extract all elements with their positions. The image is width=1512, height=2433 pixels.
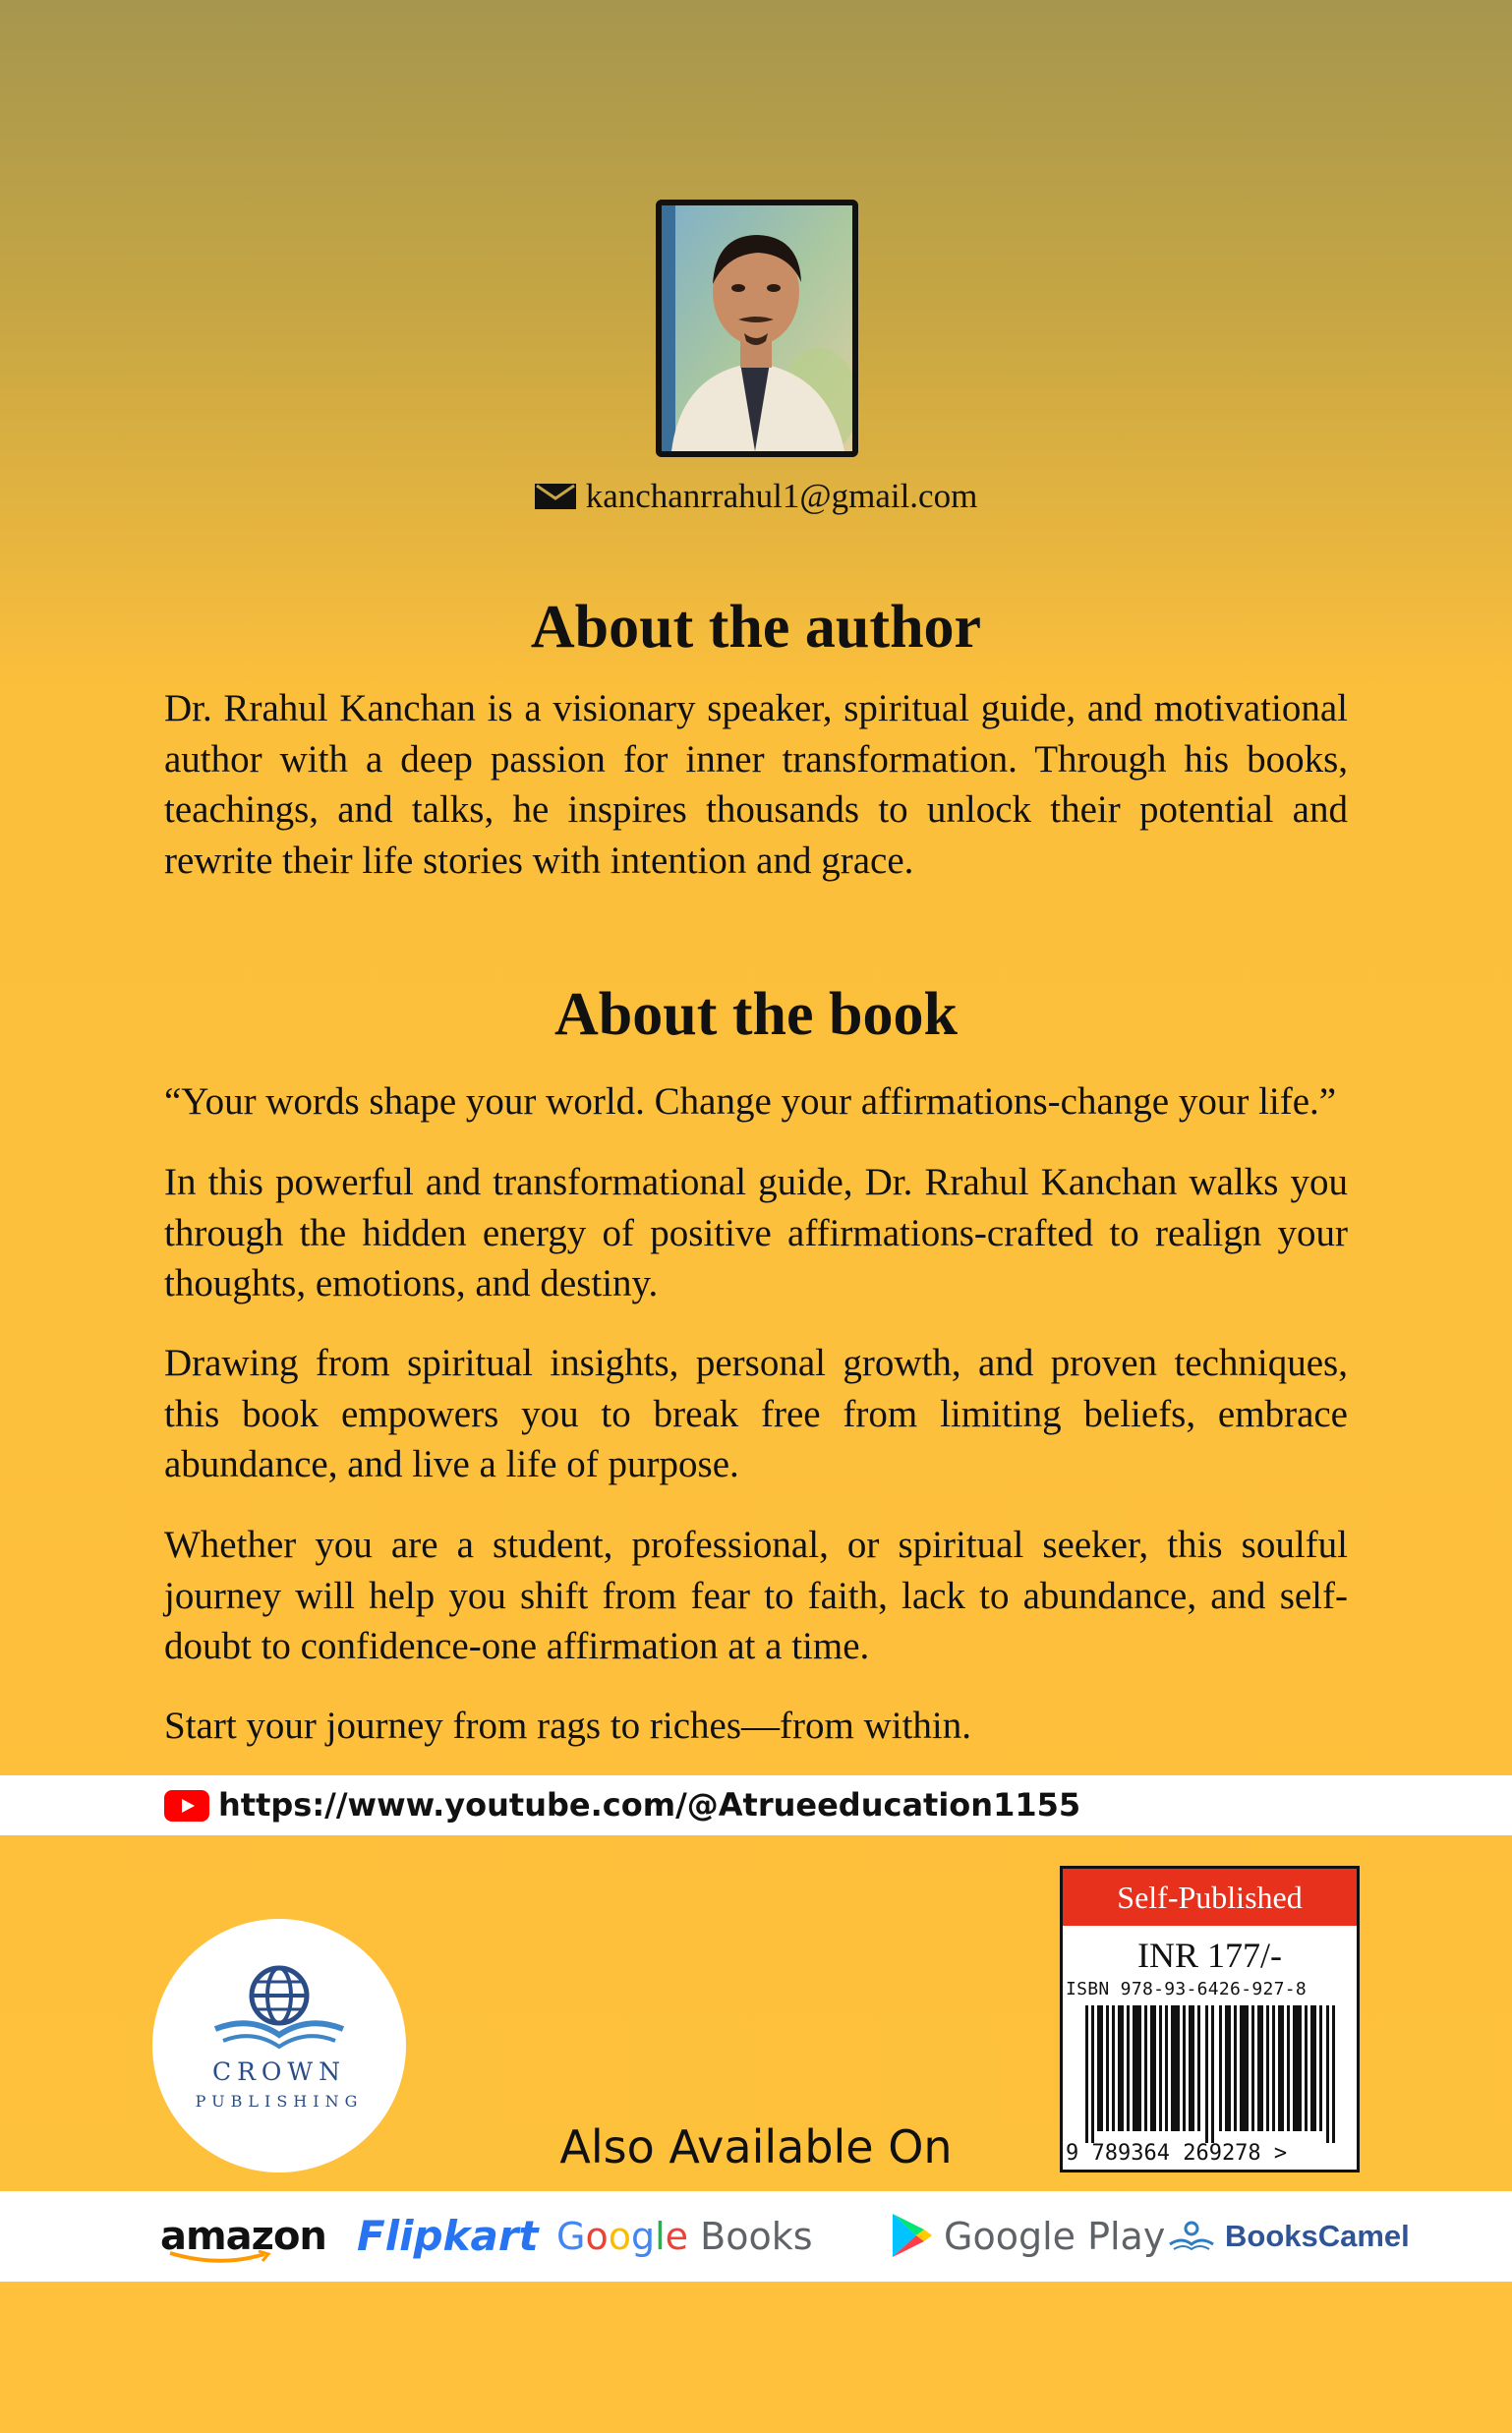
book-paragraph-2: Drawing from spiritual insights, personal growth, and proven techniques, this book empowers you to break free from limiting beliefs, embrace abundance, and live a life of purpose.: [164, 1342, 1348, 1485]
youtube-icon: [164, 1790, 209, 1822]
bookscamel-label: BooksCamel: [1225, 2219, 1410, 2253]
mail-icon: [535, 484, 576, 509]
book-paragraph-1: In this powerful and transformational guide, Dr. Rrahul Kanchan walks you through the hidden energy of positive affirmations-crafted to realign your thoughts, emotions, and destiny.: [164, 1161, 1348, 1304]
store-amazon[interactable]: [160, 2191, 326, 2282]
store-bookscamel[interactable]: [1166, 2191, 1410, 2282]
youtube-link[interactable]: https://www.youtube.com/@Atrueeducation1155: [218, 1786, 1081, 1824]
store-flipkart[interactable]: Flipkart: [357, 2212, 539, 2260]
google-logo: Google: [556, 2215, 689, 2258]
amazon-logo-text: amazon: [160, 2214, 326, 2259]
email-text: kanchanrrahul1@gmail.com: [585, 477, 978, 515]
about-author-heading: About the author: [530, 594, 982, 661]
barcode-digits: 9 789364 269278 >: [1066, 2141, 1288, 2166]
about-author-text: Dr. Rrahul Kanchan is a visionary speaker, spiritual guide, and motivational author with a deep passion for inner transformation. Through his books, teachings, and talks, he inspires thousands to unlock their potential and rewrite their life stories with intention and grace.: [164, 687, 1348, 882]
also-available-heading: Also Available On: [559, 2120, 953, 2173]
publisher-name: CROWN: [211, 2057, 347, 2086]
globe-book-icon: [205, 1958, 353, 2056]
author-email[interactable]: [0, 477, 1512, 516]
amazon-smile-icon: [166, 2250, 274, 2266]
google-books-label: Books: [700, 2215, 813, 2258]
book-paragraph-4: Start your journey from rags to riches—from within.: [164, 1705, 971, 1747]
author-photo: [656, 200, 858, 457]
self-published-label: Self-Published: [1063, 1869, 1357, 1926]
store-google-play[interactable]: [891, 2191, 1165, 2282]
about-book-heading: About the book: [554, 981, 958, 1048]
book-quote: “Your words shape your world. Change your affirmations-change your life.”: [164, 1080, 1337, 1123]
author-portrait-image: [662, 205, 852, 451]
price-label: INR 177/-: [1137, 1936, 1282, 1975]
publisher-subtitle: PUBLISHING: [195, 2092, 364, 2111]
isbn-label: ISBN 978-93-6426-927-8: [1066, 1979, 1308, 1999]
bookscamel-icon: [1166, 2219, 1217, 2252]
store-google-books[interactable]: [556, 2191, 813, 2282]
book-paragraph-3: Whether you are a student, professional, or spiritual seeker, this soulful journey will help you shift from fear to faith, lack to abundance, and self-doubt to confidence-one affirmation at a time.: [164, 1524, 1348, 1667]
google-play-label: Google Play: [944, 2215, 1166, 2258]
google-play-icon: [891, 2212, 934, 2259]
